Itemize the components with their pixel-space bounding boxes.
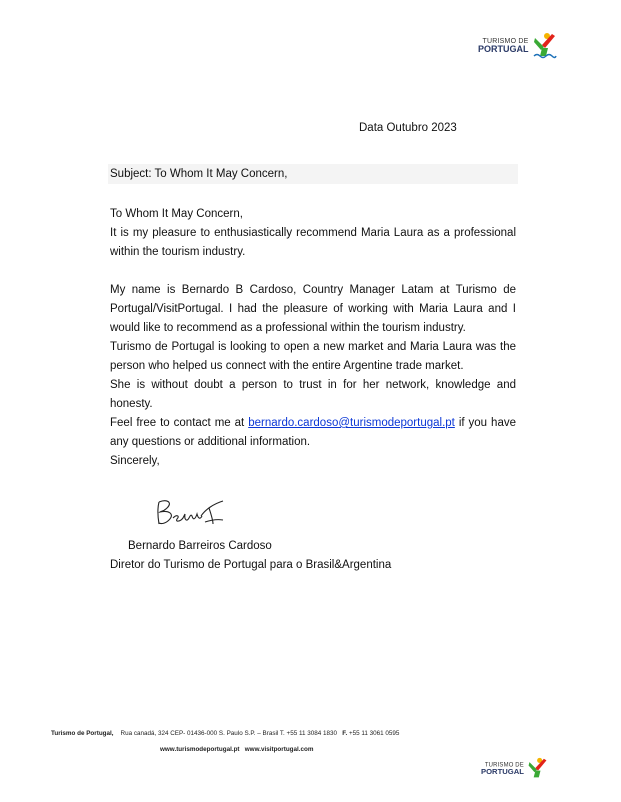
signer-name: Bernardo Barreiros Cardoso [128,540,272,552]
footer-address-line [51,730,399,737]
logo-emblem-icon [532,32,558,60]
footer-website-1[interactable]: www.turismodeportugal.pt [160,746,240,753]
logo-line2: PORTUGAL [478,44,529,54]
turismo-de-portugal-footer-logo [481,757,549,781]
letter-date: Data Outubro 2023 [359,122,457,134]
footer-logo-line2: PORTUGAL [481,767,524,776]
contact-prefix: Feel free to contact me at [110,417,245,429]
footer-logo-line1: TURISMO DE [484,762,524,769]
footer-address: Rua canadá, 324 CEP- 01436-000 S. Paulo S.P. – Brasil T. +55 11 3084 1830 [120,730,338,737]
contact-suffix: if you have any questions or additional information. [110,417,516,448]
logo-line1: TURISMO DE [482,38,529,45]
footer-fax: +55 11 3061 0595 [348,730,400,737]
footer-fax-label: F. [342,730,348,737]
subject-line: Subject: To Whom It May Concern, [108,164,518,184]
contact-email-link[interactable]: bernardo.cardoso@turismodeportugal.pt [248,417,455,429]
paragraph-introduction: My name is Bernardo B Cardoso, Country Manager Latam at Turismo de Portugal/VisitPortugal. I had the pleasure of working with Maria Laura and I would like to recommend as a professional within the tourism industry. [110,284,516,334]
turismo-de-portugal-logo [478,32,558,60]
footer-logo-emblem-icon [526,757,548,781]
footer-website-2[interactable]: www.visitportugal.com [244,746,314,753]
contact-paragraph [110,414,516,452]
signer-title: Diretor do Turismo de Portugal para o Brasil&Argentina [110,559,392,571]
paragraph-market: Turismo de Portugal is looking to open a new market and Maria Laura was the person who helped us connect with the entire Argentine trade market. [110,341,516,372]
footer-org: Turismo de Portugal, [51,730,114,737]
intro-paragraph: It is my pleasure to enthusiastically recommend Maria Laura as a professional within the tourism industry. [110,227,516,258]
footer-websites [160,746,313,753]
letter-body [110,205,516,471]
closing: Sincerely, [110,455,160,467]
paragraph-trust: She is without doubt a person to trust in for her network, knowledge and honesty. [110,379,516,410]
handwritten-signature [153,496,233,530]
salutation: To Whom It May Concern, [110,208,243,220]
